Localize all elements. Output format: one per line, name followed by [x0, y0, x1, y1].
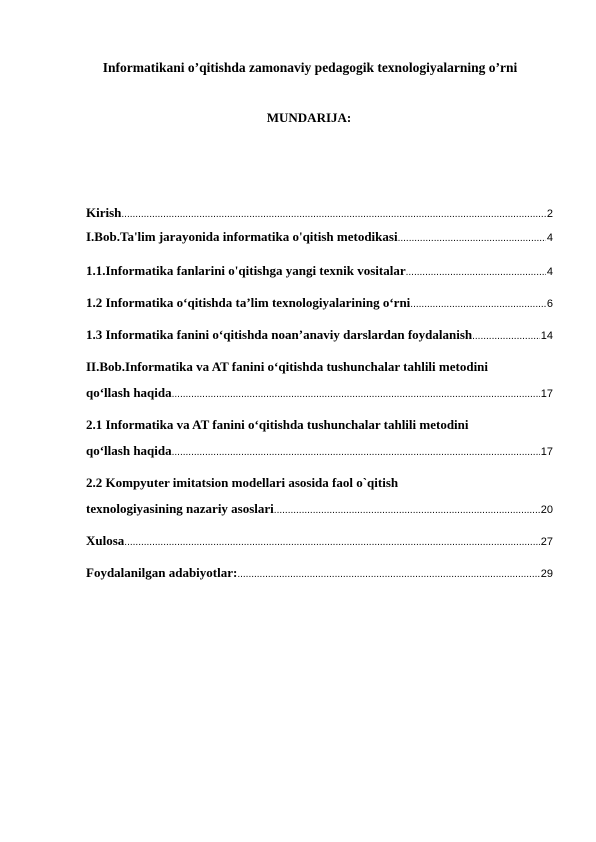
toc-page-number: 27: [540, 536, 553, 548]
toc-entry-label: Foydalanilgan adabiyotlar:: [86, 565, 238, 580]
toc-dot-leader: [172, 443, 540, 461]
toc-dot-leader: [472, 327, 540, 345]
toc-heading: MUNDARIJA:: [266, 110, 352, 125]
toc-dot-leader: [398, 229, 546, 247]
toc-entry-chapter-2-line1[interactable]: [86, 357, 553, 377]
document-title: Informatikani o’qitishda zamonaviy pedagogik texnologiyalarning o’rni: [102, 60, 518, 75]
toc-entry-label: 1.3 Informatika fanini o‘qitishda noan’anaviy darslardan foydalanish: [86, 327, 473, 342]
toc-entry-section-2-1-line1[interactable]: [86, 415, 553, 435]
toc-entry-xulosa[interactable]: [86, 531, 553, 551]
toc-entry-section-2-2[interactable]: [86, 499, 553, 519]
toc-page-number: 29: [540, 568, 553, 580]
toc-entry-section-1-1[interactable]: [86, 261, 553, 281]
toc-page-number: 17: [540, 446, 553, 458]
toc-dot-leader: [172, 385, 540, 403]
toc-page-number: 20: [540, 504, 553, 516]
toc-page-number: 4: [546, 266, 553, 278]
toc-entry-label: Kirish: [86, 205, 122, 220]
toc-page-number: 6: [546, 298, 553, 310]
toc-dot-leader: [274, 501, 540, 519]
toc-dot-leader: [410, 295, 546, 313]
toc-dot-leader: [237, 565, 539, 583]
toc-entry-chapter-1[interactable]: [86, 227, 553, 247]
toc-entry-label: II.Bob.Informatika va AT fanini o‘qitishda tushunchalar tahlili metodini: [86, 359, 489, 374]
toc-page-number: 17: [540, 388, 553, 400]
toc-entry-label: I.Bob.Ta'lim jarayonida informatika o'qitish metodikasi: [86, 229, 398, 244]
toc-entry-label: texnologiyasining nazariy asoslari: [86, 501, 274, 516]
toc-dot-leader: [121, 205, 545, 223]
toc-entry-label: qo‘llash haqida: [86, 385, 172, 400]
toc-entry-label: Xulosa: [86, 533, 125, 548]
toc-entry-references[interactable]: [86, 563, 553, 583]
toc-entry-section-1-2[interactable]: [86, 293, 553, 313]
toc-entry-section-2-2-line1[interactable]: [86, 473, 553, 493]
toc-dot-leader: [124, 533, 539, 551]
toc-entry-label: 1.1.Informatika fanlarini o'qitishga yangi texnik vositalar: [86, 263, 406, 278]
toc-entry-chapter-2[interactable]: [86, 383, 553, 403]
toc-entry-section-2-1[interactable]: [86, 441, 553, 461]
toc-entry-label: 2.1 Informatika va AT fanini o‘qitishda tushunchalar tahlili metodini: [86, 417, 469, 432]
toc-dot-leader: [406, 263, 546, 281]
toc-entry-label: 2.2 Kompyuter imitatsion modellari asosida faol o`qitish: [86, 475, 399, 490]
toc-page-number: 2: [546, 208, 553, 220]
toc-page-number: 4: [546, 232, 553, 244]
toc-entry-label: qo‘llash haqida: [86, 443, 172, 458]
toc-page-number: 14: [540, 330, 553, 342]
toc-entry-section-1-3[interactable]: [86, 325, 553, 345]
toc-entry-kirish[interactable]: [86, 203, 553, 223]
toc-entry-label: 1.2 Informatika o‘qitishda ta’lim texnologiyalarining o‘rni: [86, 295, 411, 310]
